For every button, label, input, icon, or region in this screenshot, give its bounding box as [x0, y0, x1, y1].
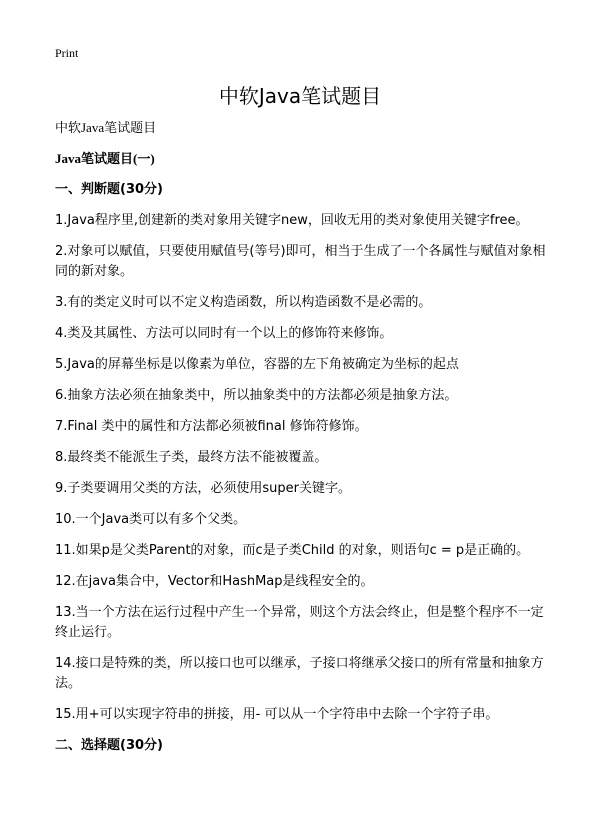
print-link[interactable]: Print	[55, 46, 79, 60]
question-5: 5.Java的屏幕坐标是以像素为单位，容器的左下角被确定为坐标的起点	[55, 357, 459, 372]
question-15: 15.用+可以实现字符串的拼接，用- 可以从一个字符串中去除一个字符子串。	[55, 707, 499, 722]
question-2: 2.对象可以赋值，只要使用赋值号(等号)即可，相当于生成了一个各属性与赋值对象相同的新对象。	[55, 244, 546, 279]
document-body	[55, 118, 555, 767]
part1-heading: 一、判断题(30分)	[55, 182, 163, 197]
question-13: 13.当一个方法在运行过程中产生一个异常，则这个方法会终止，但是整个程序不一定终止运行。	[55, 605, 544, 640]
question-10: 10.一个Java类可以有多个父类。	[55, 512, 247, 527]
question-3: 3.有的类定义时可以不定义构造函数，所以构造函数不是必需的。	[55, 295, 432, 310]
question-9: 9.子类要调用父类的方法，必须使用super关键字。	[55, 481, 352, 496]
question-12: 12.在java集合中，Vector和HashMap是线程安全的。	[55, 574, 374, 589]
question-7: 7.Final 类中的属性和方法都必须被final 修饰符修饰。	[55, 419, 368, 434]
document-subtitle: 中软Java笔试题目	[55, 120, 157, 135]
question-6: 6.抽象方法必须在抽象类中，所以抽象类中的方法都必须是抽象方法。	[55, 388, 458, 403]
question-8: 8.最终类不能派生子类，最终方法不能被覆盖。	[55, 450, 328, 465]
section-title: Java笔试题目(一)	[55, 151, 155, 166]
question-1: 1.Java程序里,创建新的类对象用关键字new，回收无用的类对象使用关键字free。	[55, 213, 529, 228]
question-11: 11.如果p是父类Parent的对象，而c是子类Child 的对象，则语句c = p是正确的。	[55, 543, 530, 558]
part2-heading: 二、选择题(30分)	[55, 738, 163, 753]
document-title: 中软Java笔试题目	[218, 84, 382, 108]
question-14: 14.接口是特殊的类，所以接口也可以继承，子接口将继承父接口的所有常量和抽象方法。	[55, 656, 544, 691]
question-4: 4.类及其属性、方法可以同时有一个以上的修饰符来修饰。	[55, 326, 393, 341]
